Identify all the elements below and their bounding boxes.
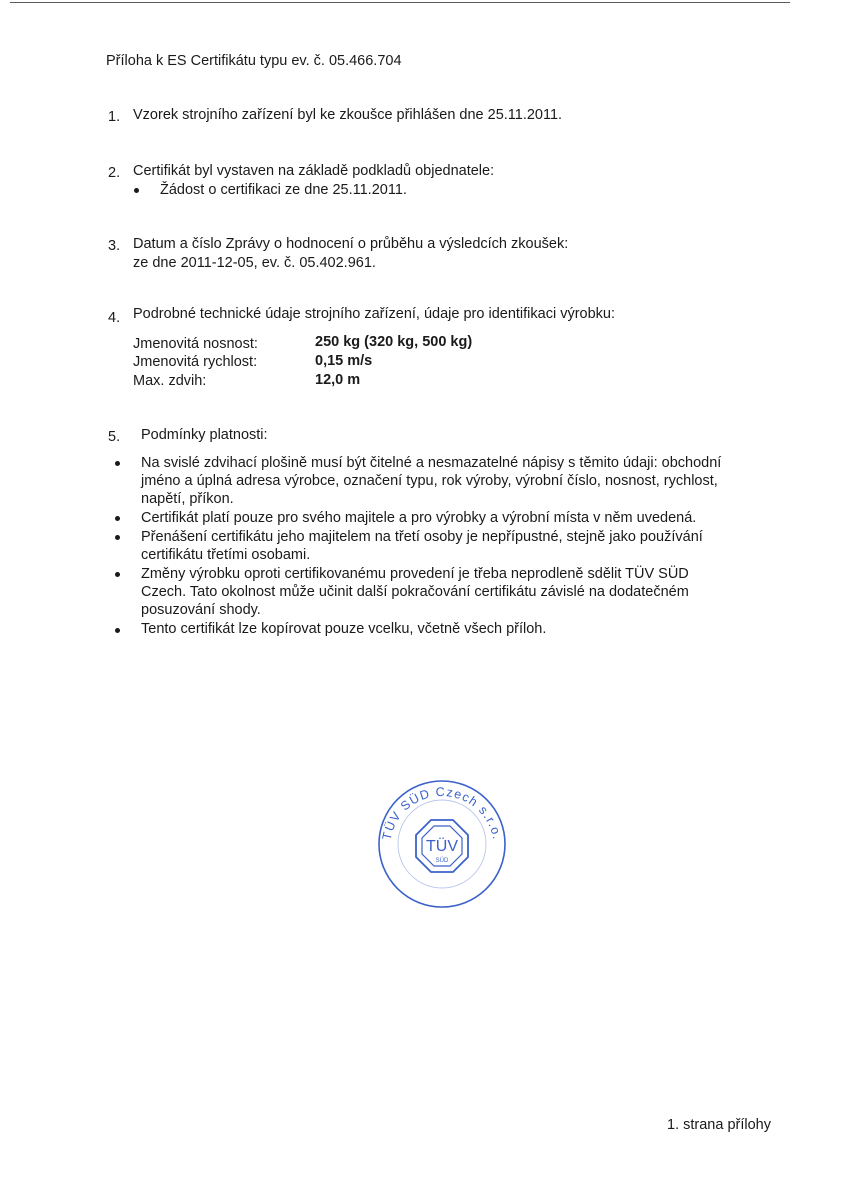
condition-2-line-1: Certifikát platí pouze pro svého majitele a pro výrobky a výrobní místa v něm uvedená.: [141, 510, 697, 526]
condition-3-line-1: Přenášení certifikátu jeho majitelem na třetí osoby je nepřípustné, stejně jako používání: [141, 529, 703, 545]
top-border-line: [10, 2, 790, 3]
section-1-number: 1.: [108, 109, 121, 125]
condition-1-line-3: napětí, příkon.: [141, 491, 234, 507]
section-5-text: Podmínky platnosti:: [141, 427, 268, 443]
section-2-text: Certifikát byl vystaven na základě podkladů objednatele:: [133, 163, 495, 179]
section-4-number: 4.: [108, 310, 121, 326]
condition-1-line-1: Na svislé zdvihací plošině musí být čitelné a nesmazatelné nápisy s těmito údaji: obchodní: [141, 455, 722, 471]
page-label: 1. strana přílohy: [667, 1117, 771, 1133]
bullet-point: [134, 188, 139, 193]
bullet-point: [115, 516, 120, 521]
condition-5-line-1: Tento certifikát lze kopírovat pouze vcelku, včetně všech příloh.: [141, 621, 547, 637]
section-5-number: 5.: [108, 429, 121, 445]
condition-4-line-2: Czech. Tato okolnost může učinit další pokračování certifikátu závislé na dodatečném: [141, 584, 689, 600]
document-title: Příloha k ES Certifikátu typu ev. č. 05.466.704: [106, 53, 402, 69]
spec-label-lift: Max. zdvih:: [133, 373, 207, 389]
bullet-point: [115, 461, 120, 466]
condition-3-line-2: certifikátu třetími osobami.: [141, 547, 311, 563]
tuv-sud-stamp: [376, 778, 508, 910]
section-4-text: Podrobné technické údaje strojního zařízení, údaje pro identifikaci výrobku:: [133, 306, 616, 322]
spec-value-speed: 0,15 m/s: [315, 353, 373, 369]
spec-label-capacity: Jmenovitá nosnost:: [133, 336, 258, 352]
section-3-number: 3.: [108, 238, 121, 254]
condition-4-line-3: posuzování shody.: [141, 602, 261, 618]
condition-1-line-2: jméno a úplná adresa výrobce, označení typu, rok výroby, výrobní číslo, nosnost, rychlost,: [141, 473, 718, 489]
section-3-line-2: ze dne 2011-12-05, ev. č. 05.402.961.: [133, 255, 376, 271]
stamp-ring-text: TÜV SÜD Czech s.r.o.: [379, 784, 505, 842]
bullet-point: [115, 535, 120, 540]
bullet-point: [115, 572, 120, 577]
condition-4-line-1: Změny výrobku oproti certifikovanému provedení je třeba neprodleně sdělit TÜV SÜD: [141, 566, 689, 582]
spec-value-capacity: 250 kg (320 kg, 500 kg): [315, 334, 473, 350]
stamp-logo-bottom: SÜD: [435, 858, 449, 864]
bullet-point: [115, 628, 120, 633]
section-2-number: 2.: [108, 165, 121, 181]
section-3-line-1: Datum a číslo Zprávy o hodnocení o průběhu a výsledcích zkoušek:: [133, 236, 569, 252]
section-2-item: Žádost o certifikaci ze dne 25.11.2011.: [160, 182, 407, 198]
stamp-logo-top: TÜV: [426, 838, 458, 855]
spec-value-lift: 12,0 m: [315, 372, 361, 388]
spec-label-speed: Jmenovitá rychlost:: [133, 354, 258, 370]
section-1-text: Vzorek strojního zařízení byl ke zkoušce přihlášen dne 25.11.2011.: [133, 107, 563, 123]
